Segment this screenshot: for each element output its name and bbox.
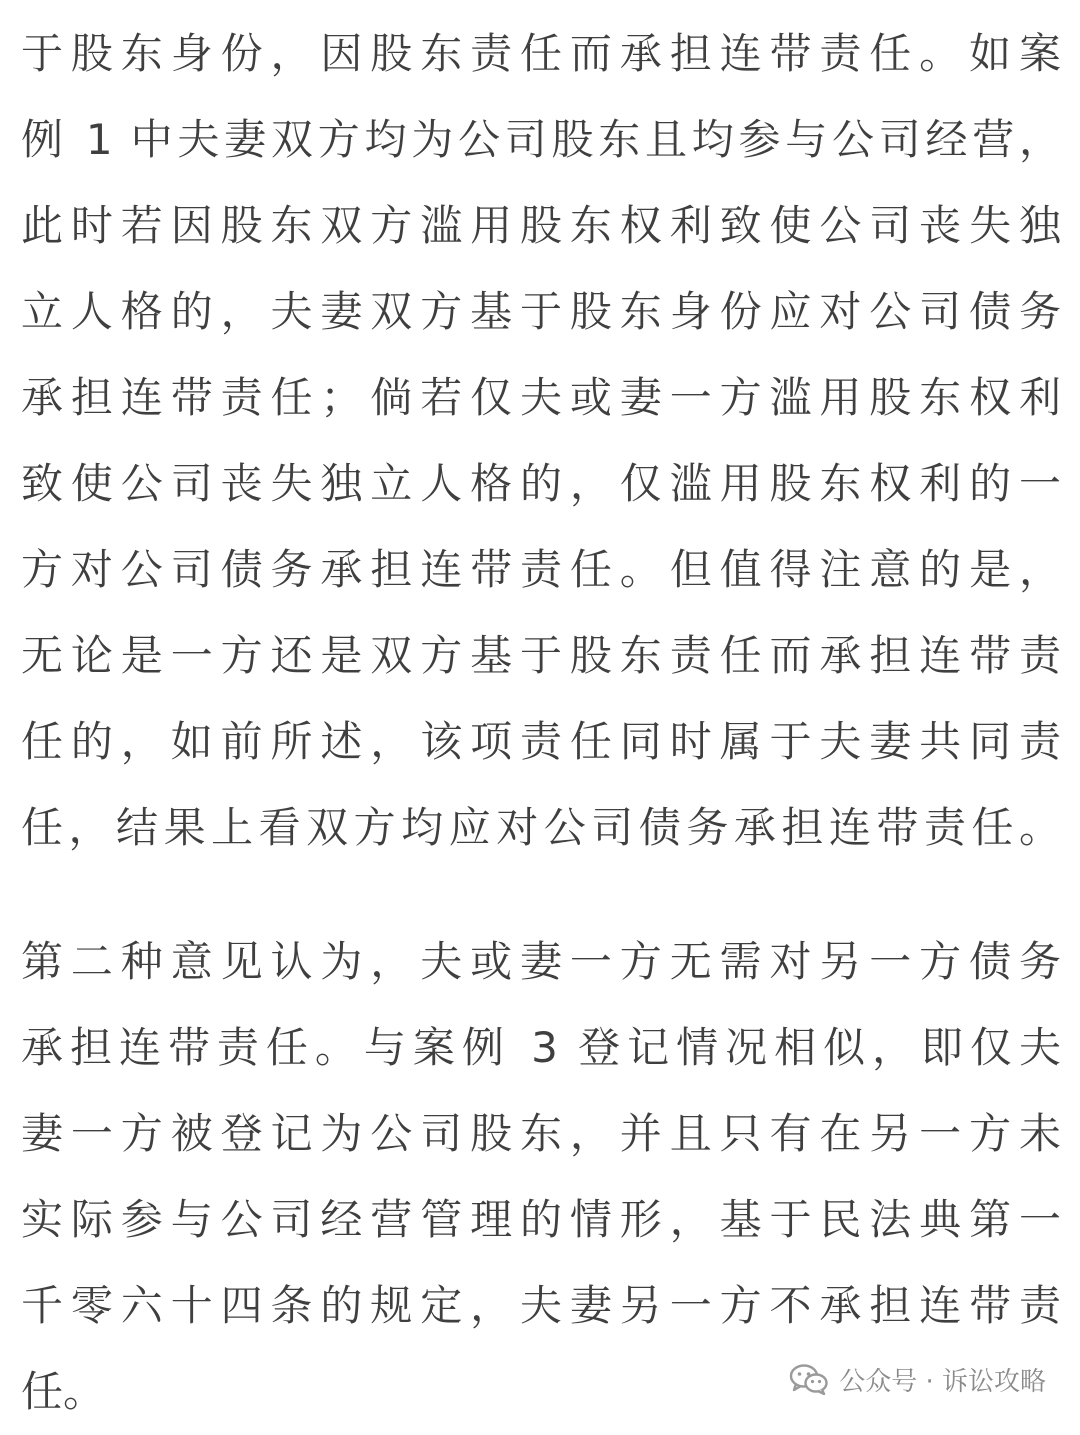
text-line: 此时若因股东双方滥用股东权利致使公司丧失独 [21, 201, 1061, 250]
text-line: 于股东身份，因股东责任而承担连带责任。如案 [21, 29, 1061, 78]
text-line: 承担连带责任。与案例 3 登记情况相似，即仅夫 [21, 1023, 1061, 1072]
text-line: 无论是一方还是双方基于股东责任而承担连带责 [21, 631, 1061, 680]
text-line: 例 1 中夫妻双方均为公司股东且均参与公司经营， [21, 115, 1061, 164]
text-line: 方对公司债务承担连带责任。但值得注意的是， [21, 545, 1061, 594]
text-line: 致使公司丧失独立人格的，仅滥用股东权利的一 [21, 459, 1061, 508]
text-line: 第二种意见认为，夫或妻一方无需对另一方债务 [21, 937, 1061, 986]
wechat-icon [789, 1363, 829, 1395]
text-line: 妻一方被登记为公司股东，并且只有在另一方未 [21, 1109, 1061, 1158]
text-line: 承担连带责任；倘若仅夫或妻一方滥用股东权利 [21, 373, 1061, 422]
text-line: 立人格的，夫妻双方基于股东身份应对公司债务 [21, 287, 1061, 336]
text-line: 任。 [21, 1367, 106, 1416]
watermark-text: 公众号 · 诉讼攻略 [839, 1366, 1046, 1397]
watermark [789, 1359, 1046, 1399]
text-line: 千零六十四条的规定，夫妻另一方不承担连带责 [21, 1281, 1061, 1330]
text-line: 任，结果上看双方均应对公司债务承担连带责任。 [21, 803, 1061, 852]
text-line: 任的，如前所述，该项责任同时属于夫妻共同责 [21, 717, 1061, 766]
text-line: 实际参与公司经营管理的情形，基于民法典第一 [21, 1195, 1061, 1244]
